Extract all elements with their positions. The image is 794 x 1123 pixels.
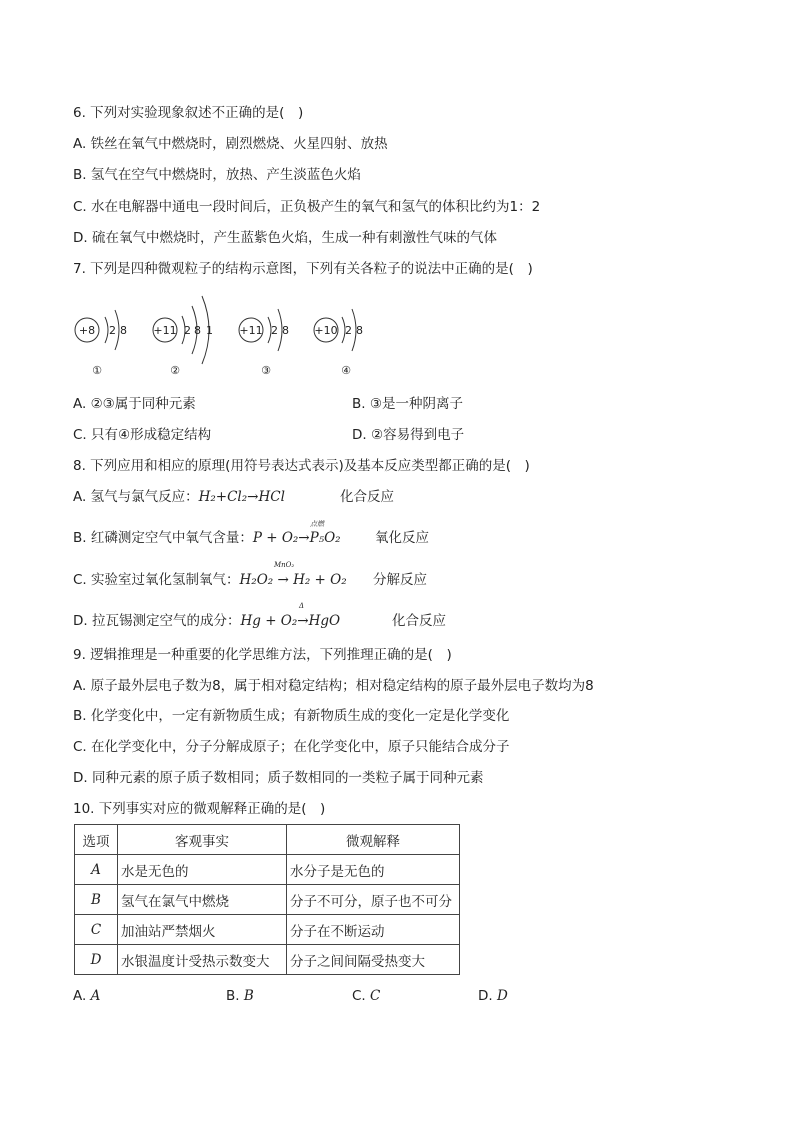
q8-option-a (73, 488, 285, 506)
table-row (75, 855, 460, 885)
q6-stem: 6. 下列对实验现象叙述不正确的是( ) (73, 105, 304, 121)
table-header-row (75, 825, 460, 855)
particle-4-shell-2: 8 (356, 324, 363, 337)
q8-option-a-prefix: A. 氢气与氯气反应： (73, 489, 199, 505)
particle-2-shell-2: 8 (194, 324, 201, 337)
q8-option-b-type: 氧化反应 (375, 530, 429, 546)
q9-option-c: C. 在化学变化中，分子分解成原子；在化学变化中，原子只能结合成分子 (73, 739, 510, 755)
row-c-option: C (75, 915, 118, 945)
row-a-fact: 水是无色的 (118, 855, 287, 885)
q10-option-c-value: C (370, 988, 381, 1004)
particle-1-shell-1: 2 (109, 324, 116, 337)
q8-option-b-prefix: B. 红磷测定空气中氧气含量： (73, 530, 253, 546)
particle-4-shell-1: 2 (345, 324, 352, 337)
q8-option-c-type: 分解反应 (373, 572, 427, 588)
q8-option-d-prefix: D. 拉瓦锡测定空气的成分： (73, 613, 241, 629)
q10-option-d-value: D (496, 988, 508, 1004)
particle-4-label: ④ (341, 364, 351, 377)
particle-2-diagram (153, 296, 213, 377)
row-b-explanation: 分子不可分，原子也不可分 (287, 885, 460, 915)
particle-3-nucleus: +11 (239, 324, 263, 337)
q8-option-b-condition: 点燃 (310, 520, 324, 528)
q8-option-d-type: 化合反应 (392, 613, 446, 629)
q10-option-c-prefix: C. (352, 988, 371, 1004)
atom-structure-diagrams (70, 292, 370, 382)
particle-3-shell-1: 2 (271, 324, 278, 337)
q8-option-d-condition: Δ (299, 602, 305, 610)
row-d-fact: 水银温度计受热示数变大 (118, 945, 287, 975)
particle-3-label: ③ (261, 364, 271, 377)
particle-4-nucleus: +10 (314, 324, 338, 337)
table-row (75, 915, 460, 945)
table-row (75, 885, 460, 915)
row-b-fact: 氢气在氯气中燃烧 (118, 885, 287, 915)
q9-option-a: A. 原子最外层电子数为8，属于相对稳定结构；相对稳定结构的原子最外层电子数均为8 (73, 678, 594, 694)
q8-option-d (73, 612, 340, 630)
particle-4-diagram (314, 309, 363, 377)
particle-1-label: ① (92, 364, 102, 377)
header-option: 选项 (75, 825, 118, 855)
table-row (75, 945, 460, 975)
q10-table (74, 824, 460, 975)
q8-option-c-equation: H₂O₂ → H₂ + O₂ (239, 572, 347, 588)
q7-option-a: A. ②③属于同种元素 (73, 396, 196, 412)
row-c-explanation: 分子在不断运动 (287, 915, 460, 945)
q10-option-a-value: A (90, 988, 101, 1004)
q7-option-c: C. 只有④形成稳定结构 (73, 427, 212, 443)
row-c-fact: 加油站严禁烟火 (118, 915, 287, 945)
q10-option-a-prefix: A. (73, 988, 91, 1004)
q10-option-b-prefix: B. (226, 988, 244, 1004)
particle-2-label: ② (170, 364, 180, 377)
q7-option-d: D. ②容易得到电子 (352, 427, 465, 443)
particle-3-shell-2: 8 (282, 324, 289, 337)
q8-option-a-type: 化合反应 (340, 489, 394, 505)
q10-option-c (352, 987, 380, 1005)
q10-option-b-value: B (243, 988, 254, 1004)
q10-stem: 10. 下列事实对应的微观解释正确的是( ) (73, 801, 326, 817)
q6-option-d: D. 硫在氧气中燃烧时，产生蓝紫色火焰，生成一种有刺激性气味的气体 (73, 230, 497, 246)
q9-option-b: B. 化学变化中，一定有新物质生成；有新物质生成的变化一定是化学变化 (73, 708, 510, 724)
particle-1-nucleus: +8 (78, 324, 96, 337)
particle-3-diagram (239, 309, 289, 377)
q7-stem: 7. 下列是四种微观粒子的结构示意图，下列有关各粒子的说法中正确的是( ) (73, 261, 533, 277)
particle-1-shell-2: 8 (120, 324, 127, 337)
q6-option-c: C. 水在电解器中通电一段时间后，正负极产生的氧气和氢气的体积比约为1：2 (73, 199, 541, 215)
q7-option-b: B. ③是一种阴离子 (352, 396, 463, 412)
q6-option-a: A. 铁丝在氧气中燃烧时，剧烈燃烧、火星四射、放热 (73, 136, 388, 152)
q8-option-c (73, 571, 347, 589)
header-fact: 客观事实 (118, 825, 287, 855)
q8-option-b-equation: P + O₂→P₅O₂ (252, 530, 341, 546)
particle-2-shell-3: 1 (206, 324, 213, 337)
q8-option-b (73, 529, 341, 547)
particle-2-shell-1: 2 (184, 324, 191, 337)
q9-stem: 9. 逻辑推理是一种重要的化学思维方法，下列推理正确的是( ) (73, 647, 452, 663)
q10-option-b (226, 987, 254, 1005)
row-b-option: B (75, 885, 118, 915)
particle-2-nucleus: +11 (153, 324, 177, 337)
q8-option-a-equation: H₂+Cl₂→HCl (198, 489, 285, 505)
q8-option-d-equation: Hg + O₂→HgO (240, 613, 341, 629)
row-d-option: D (75, 945, 118, 975)
particle-1-diagram (75, 310, 127, 377)
q10-option-d-prefix: D. (478, 988, 497, 1004)
header-explanation: 微观解释 (287, 825, 460, 855)
q8-stem: 8. 下列应用和相应的原理(用符号表达式表示)及基本反应类型都正确的是( ) (73, 458, 530, 474)
row-a-explanation: 水分子是无色的 (287, 855, 460, 885)
q9-option-d: D. 同种元素的原子质子数相同；质子数相同的一类粒子属于同种元素 (73, 770, 484, 786)
row-a-option: A (75, 855, 118, 885)
row-d-explanation: 分子之间间隔受热变大 (287, 945, 460, 975)
q10-option-d (478, 987, 508, 1005)
q10-option-a (73, 987, 100, 1005)
q8-option-c-prefix: C. 实验室过氧化氢制氧气： (73, 572, 240, 588)
q8-option-c-condition: MnO₂ (274, 561, 295, 569)
q6-option-b: B. 氢气在空气中燃烧时，放热、产生淡蓝色火焰 (73, 167, 361, 183)
